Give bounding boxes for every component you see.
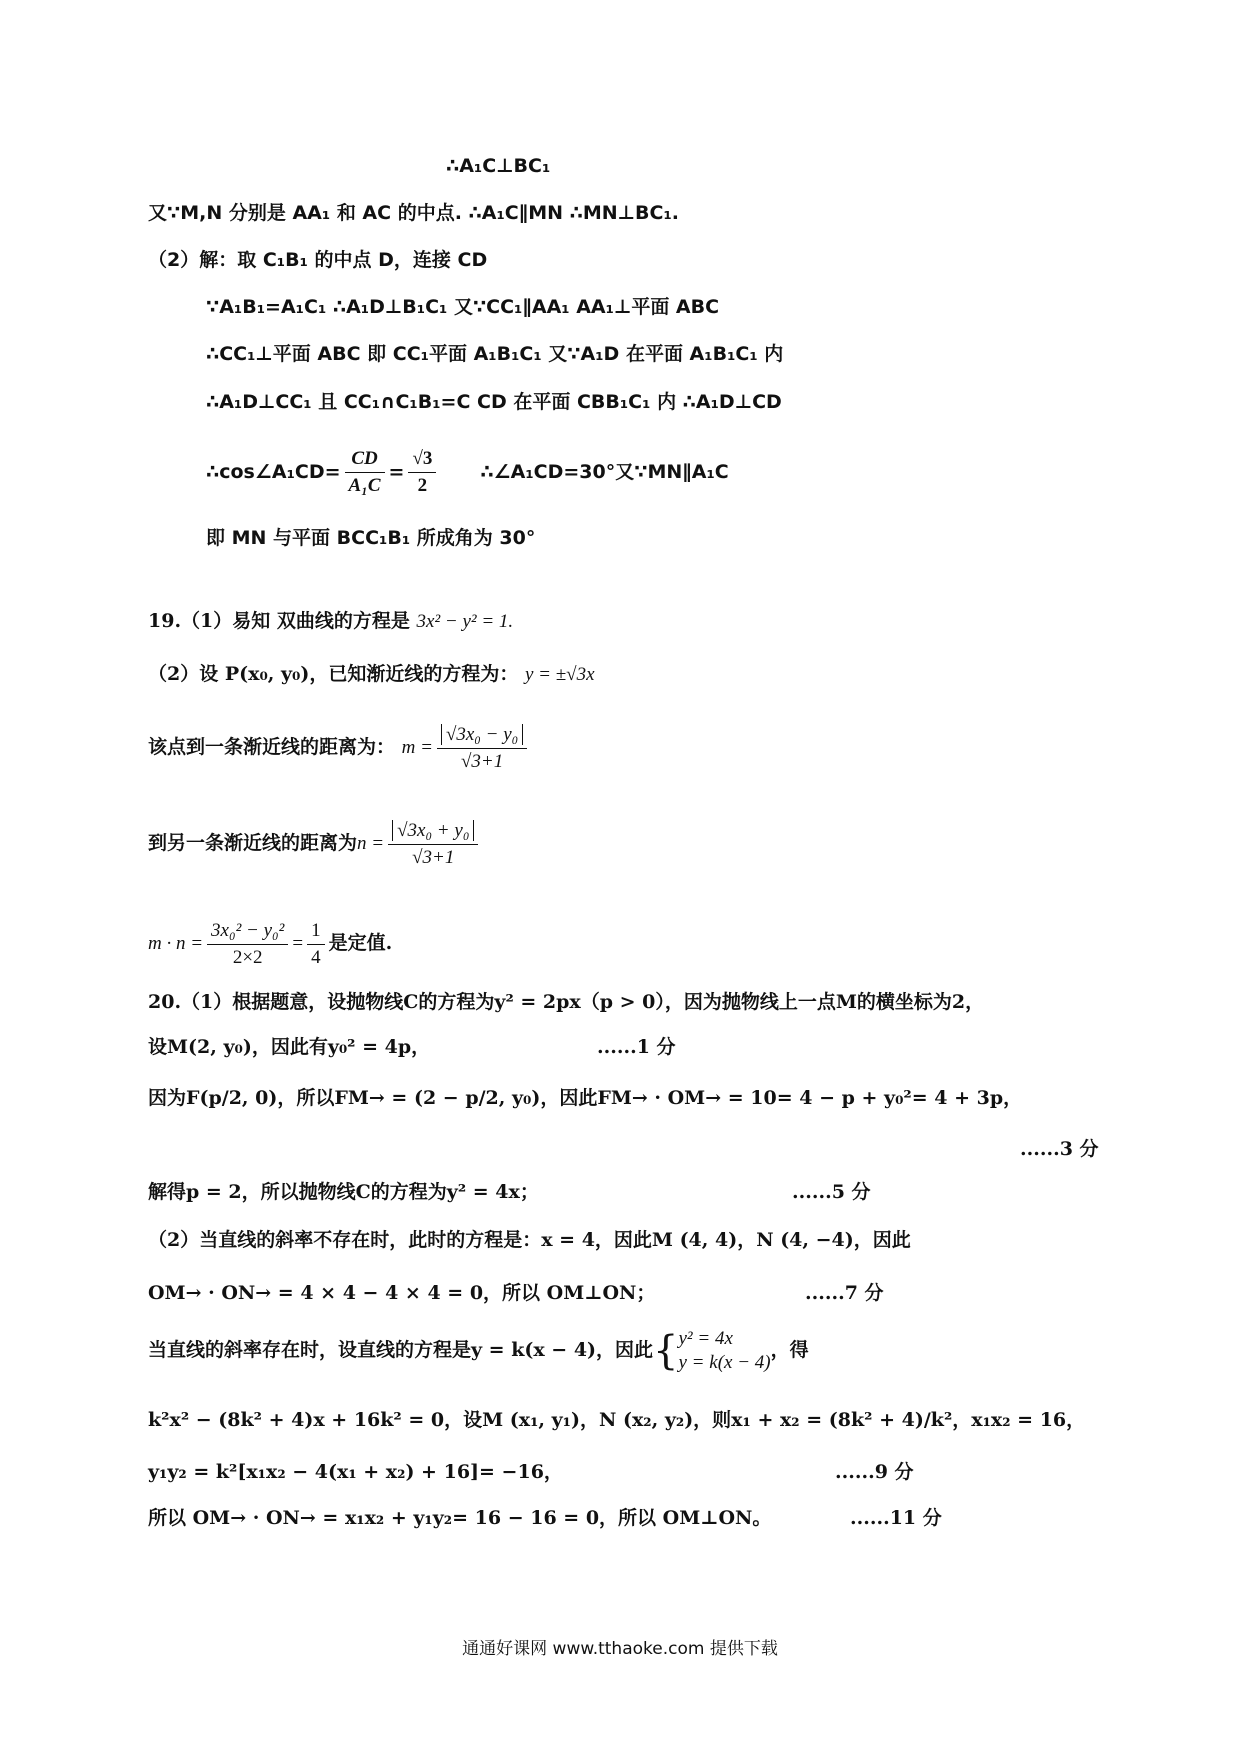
text-line — [148, 607, 513, 636]
formula-lhs: m = — [401, 737, 433, 758]
text-line: （2）当直线的斜率不存在时，此时的方程是：x = 4，因此M (4, 4)，N (4, −4)，因此 — [148, 1229, 911, 1251]
text-label: 到另一条渐近线的距离为 — [148, 832, 358, 854]
text-line: y₁y₂ = k²[x₁x₂ − 4(x₁ + x₂) + 16]= −16， — [148, 1461, 563, 1483]
page-footer: 通通好课网 www.tthaoke.com 提供下载 — [462, 1639, 778, 1659]
text-line: ∴CC₁⊥平面 ABC 即 CC₁平面 A₁B₁C₁ 又∵A₁D 在平面 A₁B₁C₁ 内 — [206, 343, 784, 365]
equation: 3x² − y² = 1. — [416, 611, 514, 632]
text-line: 设M(2, y₀)，因此有y₀² = 4p， — [148, 1036, 431, 1058]
score-marker: ......11 分 — [850, 1507, 942, 1529]
fraction — [307, 918, 325, 971]
score-marker: ......9 分 — [835, 1461, 914, 1483]
text-line: 解得p = 2，所以抛物线C的方程为y² = 4x； — [148, 1181, 539, 1203]
text-line: 又∵M,N 分别是 AA₁ 和 AC 的中点. ∴A₁C∥MN ∴MN⊥BC₁. — [148, 202, 680, 224]
text-label: 当直线的斜率存在时，设直线的方程是y = k(x − 4)，因此 — [148, 1339, 654, 1361]
formula-lhs: m · n = — [148, 933, 204, 954]
formula-system — [148, 1320, 809, 1380]
text-line: （2）解：取 C₁B₁ 的中点 D，连接 CD — [148, 249, 488, 271]
equation-system: y² = 4x y = k(x − 4) — [678, 1328, 771, 1373]
equals-sign: = — [292, 933, 304, 954]
fraction-numerator: 1 — [307, 918, 325, 945]
fraction — [408, 446, 436, 499]
fraction-numerator: CD — [345, 446, 385, 473]
formula-suffix: ∴∠A₁CD=30°又∵MN∥A₁C — [480, 461, 729, 483]
formula-prefix: ∴cos∠A₁CD= — [206, 461, 341, 483]
text-line: 所以 OM→ · ON→ = x₁x₂ + y₁y₂= 16 − 16 = 0，所以 OM⊥ON。 — [148, 1507, 772, 1529]
formula-n — [148, 808, 482, 879]
score-marker: ......3 分 — [1020, 1138, 1099, 1160]
fraction-denominator: 2 — [417, 475, 428, 496]
text-line: 20.（1）根据题意，设抛物线C的方程为y² = 2px（p > 0），因为抛物线上一点M的横坐标为2， — [148, 991, 985, 1013]
text-line: ∵A₁B₁=A₁C₁ ∴A₁D⊥B₁C₁ 又∵CC₁∥AA₁ AA₁⊥平面 ABC — [206, 296, 720, 318]
text-line — [148, 660, 595, 689]
text-label: 该点到一条渐近线的距离为： — [148, 736, 396, 758]
text-label: 19.（1）易知 双曲线的方程是 — [148, 610, 410, 632]
score-marker: ......5 分 — [792, 1181, 871, 1203]
text-line: ∴A₁D⊥CC₁ 且 CC₁∩C₁B₁=C CD 在平面 CBB₁C₁ 内 ∴A₁D⊥CD — [206, 391, 782, 413]
fraction-denominator: √3+1 — [460, 750, 504, 772]
text-label: 是定值. — [328, 932, 393, 954]
fraction — [388, 818, 478, 871]
fraction-denominator: A₁C — [348, 475, 381, 496]
equation: y = ±√3x — [524, 664, 595, 685]
formula-cos — [206, 440, 729, 504]
text-line: 即 MN 与平面 BCC₁B₁ 所成角为 30° — [206, 527, 536, 549]
brace: { — [653, 1328, 679, 1374]
fraction-numerator: 3x₀² − y₀² — [207, 918, 288, 945]
text-line: ∴A₁C⊥BC₁ — [446, 155, 551, 177]
fraction — [207, 918, 288, 971]
fraction — [345, 446, 385, 499]
formula-lhs: n = — [357, 833, 385, 854]
text-line: 因为F(p/2, 0)，所以FM→ = (2 − p/2, y₀)，因此FM→ · OM→ = 10= 4 − p + y₀²= 4 + 3p， — [148, 1087, 1023, 1109]
fraction-numerator: √3x₀ + y₀ — [388, 818, 478, 845]
formula-mn — [148, 908, 392, 979]
fraction-numerator: √3x₀ − y₀ — [437, 722, 527, 749]
text-line: OM→ · ON→ = 4 × 4 − 4 × 4 = 0，所以 OM⊥ON； — [148, 1282, 656, 1304]
score-marker: ......7 分 — [805, 1282, 884, 1304]
text-line: k²x² − (8k² + 4)x + 16k² = 0，设M (x₁, y₁)，N (x₂, y₂)，则x₁ + x₂ = (8k² + 4)/k²，x₁x₂ = 16， — [148, 1409, 1086, 1431]
text-label: ，得 — [770, 1339, 809, 1361]
formula-m — [148, 712, 531, 783]
fraction-denominator: √3+1 — [412, 846, 455, 868]
fraction-denominator: 2×2 — [232, 946, 263, 968]
text-label: （2）设 P(x₀, y₀)，已知渐近线的方程为： — [148, 663, 519, 685]
equals-sign: = — [388, 461, 405, 483]
score-marker: ......1 分 — [597, 1036, 676, 1058]
fraction-numerator: √3 — [408, 446, 436, 473]
fraction — [437, 722, 527, 775]
fraction-denominator: 4 — [311, 946, 321, 968]
